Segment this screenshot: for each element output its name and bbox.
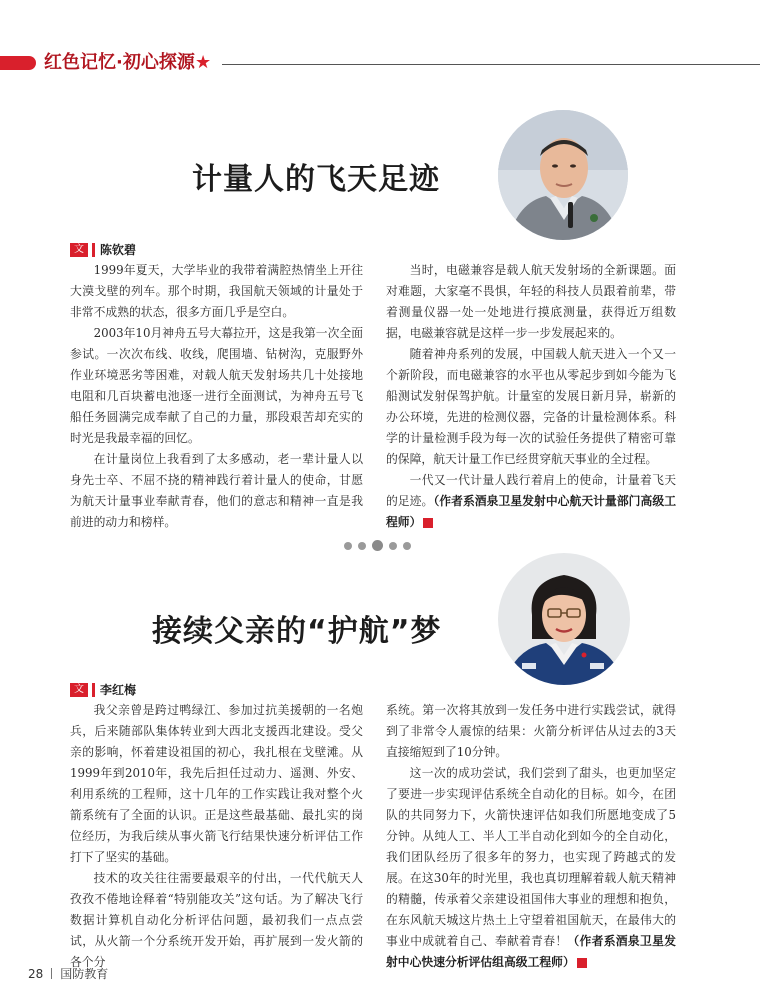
page-number: 28: [28, 967, 44, 981]
article2-title: 接续父亲的“护航”梦: [152, 614, 442, 649]
paragraph-final: [386, 763, 676, 973]
paragraph-continued: 系统。第一次将其放到一发任务中进行实践尝试，就得到了非常令人震惊的结果：火箭分析评估从过去的3天直接缩短到了10分钟。: [386, 703, 676, 759]
author-tag-icon: 文: [70, 243, 88, 257]
separator-dot: [403, 542, 411, 550]
paragraph-text: 这一次的成功尝试，我们尝到了甜头，也更加坚定了要进一步实现评估系统全自动化的目标。如今，在团队的共同努力下，火箭快速评估如我们所愿地变成了5分钟。从纯人工、半人工半自动化到如今的全自动化，我们团队经历了很多年的努力，也实现了跨越式的发展。在这30年的时光里，我也真切理解着载人航天精神的精髓，传承着父亲建设祖国伟大事业的理想和抱负，在东风航天城这片热土上守望着祖国航天，在最伟大的事业中成就着自己、奉献着青春！: [386, 766, 676, 948]
paragraph: 技术的攻关往往需要最艰辛的付出，一代代航天人孜孜不倦地诠释着“特别能攻关”这句话。为了解决飞行数据计算机自动化分析评估问题，最初我们一点点尝试，从火箭一个分系统开发开始，再扩展到一发火箭的各个分: [70, 871, 363, 969]
section-separator: [344, 540, 411, 551]
portrait-author2: [498, 553, 630, 685]
paragraph-final: [386, 470, 676, 533]
portrait-author2-image: [498, 553, 630, 685]
article1-title: 计量人的飞天足迹: [192, 162, 440, 197]
article1-author: 陈钦碧: [100, 243, 137, 257]
header-accent-bar: [0, 56, 36, 70]
paragraph: 当时，电磁兼容是载人航天发射场的全新课题。面对难题，大家毫不畏惧，年轻的科技人员跟着前辈，带着测量仪器一处一处地进行摸底测量，获得近万组数据，电磁兼容就是这样一步一步发展起来的。: [386, 263, 676, 340]
article1-column-right: [386, 260, 676, 533]
separator-dot: [389, 542, 397, 550]
author-divider: [92, 243, 95, 257]
paragraph: 我父亲曾是跨过鸭绿江、参加过抗美援朝的一名炮兵，后来随部队集体转业到大西北支援西北建设。受父亲的影响，怀着建设祖国的初心，我扎根在戈壁滩。从1999年到2010年，我先后担任过动力、遥测、外安、利用系统的工程师，这十几年的工作实践让我对整个火箭系统有了全面的认识。正是这些最基础、最扎实的岗位经历，为我后续从事火箭飞行结果快速分析评估工作打下了坚实的基础。: [70, 703, 363, 864]
page-footer: [28, 966, 108, 982]
portrait-author1: [498, 110, 628, 240]
paragraph: 随着神舟系列的发展，中国载人航天进入一个又一个新阶段，而电磁兼容的水平也从零起步到如今能为飞船测试发射保驾护航。计量室的发展日新月异，崭新的办公环境，先进的检测仪器，完备的计量检测体系。科学的计量检测手段为每一次的试验任务提供了精密可靠的保障，航天计量工作已经贯穿航天事业的全过程。: [386, 347, 676, 466]
paragraph-text: 一代又一代计量人践行着肩上的使命，计量着飞天的足迹。: [386, 473, 676, 508]
author-note: （作者系酒泉卫星发射中心航天计量部门高级工程师）: [386, 494, 676, 529]
star-icon: ★: [195, 52, 212, 73]
separator-dot: [344, 542, 352, 550]
paragraph: 在计量岗位上我看到了太多感动，老一辈计量人以身先士卒、不屈不挠的精神践行着计量人的使命，甘愿为航天计量事业奉献青春，他们的意志和精神一直是我前进的动力和榜样。: [70, 452, 363, 529]
article2-author: 李红梅: [100, 683, 137, 697]
separator-dot: [358, 542, 366, 550]
footer-divider: [51, 968, 52, 979]
portrait-author1-image: [498, 110, 628, 240]
author-note: （作者系酒泉卫星发射中心快速分析评估组高级工程师）: [386, 934, 676, 969]
article1-column-left: [70, 260, 363, 533]
author-divider: [92, 683, 95, 697]
author-tag-icon: 文: [70, 683, 88, 697]
article2-column-left: [70, 700, 363, 973]
section-title: 红色记忆·初心探源: [44, 52, 195, 73]
article2-column-right: [386, 700, 676, 973]
end-mark-icon: G: [577, 958, 587, 968]
header-rule: [222, 64, 760, 65]
end-mark-icon: G: [423, 518, 433, 528]
paragraph: 2003年10月神舟五号大幕拉开，这是我第一次全面参试。一次次布线、收线，爬围墙、钻树沟，克服野外作业环境恶劣等困难，对载人航天发射场共几十处接地电阻和几百块蓄电池逐一进行全面测试，为神舟五号飞船任务圆满完成奉献了自己的力量，那段艰苦却充实的时光是我最幸福的回忆。: [70, 326, 363, 445]
magazine-name: 国防教育: [60, 967, 109, 981]
paragraph: 1999年夏天，大学毕业的我带着满腔热情坐上开往大漠戈壁的列车。那个时期，我国航天领域的计量处于非常不成熟的状态，很多方面几乎是空白。: [70, 263, 363, 319]
separator-dot: [372, 540, 383, 551]
